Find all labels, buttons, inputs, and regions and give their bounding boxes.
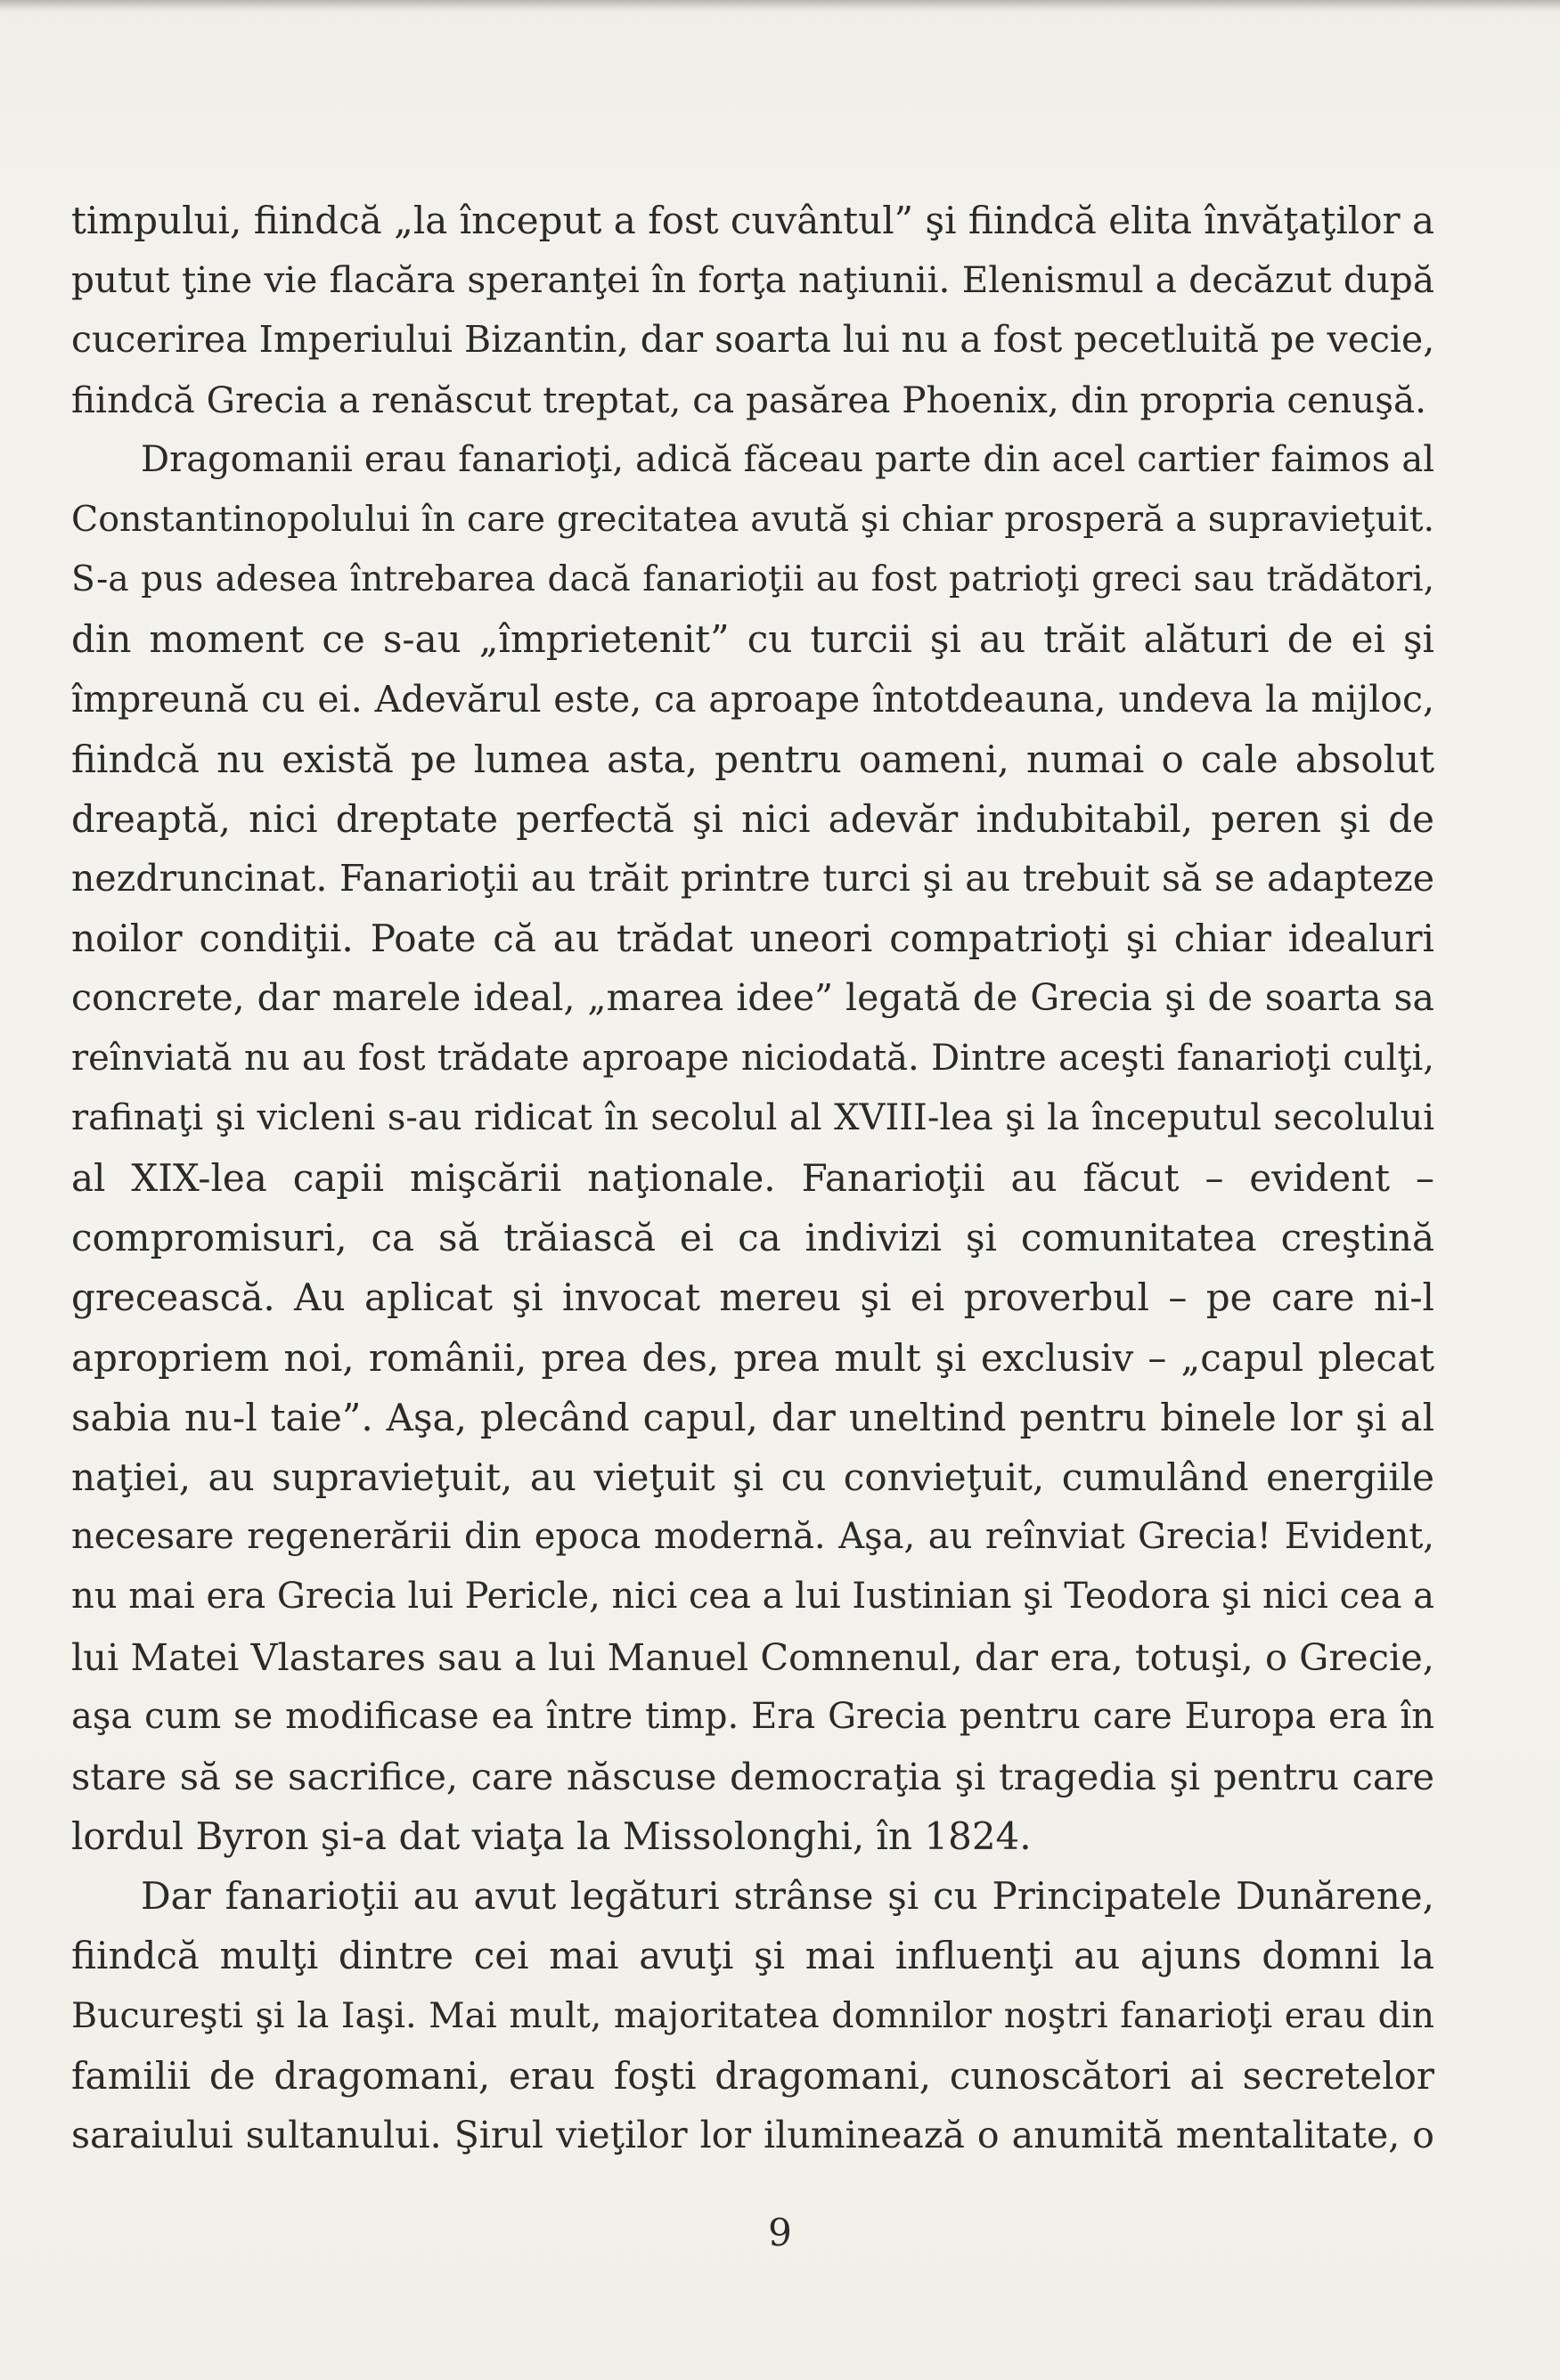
text-line: fiindcă mulţi dintre cei mai avuţi şi mai influenţi au ajuns domni la (71, 1934, 1434, 1978)
paragraph (71, 430, 1434, 1867)
text-line: lordul Byron şi-a dat viaţa la Missolonghi, în 1824. (71, 1814, 1032, 1859)
text-line: reînviată nu au fost trădate aproape niciodată. Dintre aceşti fanarioţi culţi, (71, 1037, 1434, 1079)
text-line: nu mai era Grecia lui Pericle, nici cea a lui Iustinian şi Teodora şi nici cea a (71, 1576, 1434, 1618)
text-line: naţiei, au supravieţuit, au vieţuit şi cu convieţuit, cumulând energiile (71, 1455, 1434, 1499)
text-line: grecească. Au aplicat şi invocat mereu şi ei proverbul – pe care ni-l (71, 1276, 1434, 1320)
text-line: saraiului sultanului. Şirul vieţilor lor iluminează o anumită mentalitate, o (71, 2114, 1434, 2156)
text-line: lui Matei Vlastares sau a lui Manuel Comnenul, dar era, totuşi, o Grecie, (71, 1634, 1434, 1679)
page-top-edge (0, 0, 1560, 12)
text-line: împreună cu ei. Adevărul este, ca aproape întotdeauna, undeva la mijloc, (71, 677, 1434, 721)
text-line: Dragomanii erau fanarioţi, adică făceau parte din acel cartier faimos al (141, 438, 1434, 480)
paragraph (71, 1866, 1434, 2165)
text-line: rafinaţi şi vicleni s-au ridicat în secolul al XVIII-lea şi la începutul secolului (71, 1096, 1434, 1138)
text-line: Constantinopolului în care grecitatea avută şi chiar prosperă a supravieţuit. (71, 498, 1434, 540)
paragraph (71, 191, 1434, 430)
page-number: 9 (768, 2211, 792, 2254)
text-line: fiindcă nu există pe lumea asta, pentru oameni, numai o cale absolut (71, 737, 1434, 781)
text-line: Bucureşti şi la Iaşi. Mai mult, majoritatea domnilor noştri fanarioţi erau din (71, 1994, 1434, 2036)
text-line: al XIX-lea capii mişcării naţionale. Fanarioţii au făcut – evident – (71, 1156, 1434, 1200)
text-line: stare să se sacrifice, care născuse democraţia şi tragedia şi pentru care (71, 1754, 1434, 1798)
body-text (71, 191, 1434, 2165)
text-line: sabia nu-l taie”. Aşa, plecând capul, dar uneltind pentru binele lor şi al (71, 1395, 1434, 1439)
text-line: cucerirea Imperiului Bizantin, dar soarta lui nu a fost pecetluită pe vecie, (71, 318, 1435, 362)
text-line: familii de dragomani, erau foşti dragomani, cunoscători ai secretelor (71, 2053, 1434, 2098)
text-line: nezdruncinat. Fanarioţii au trăit printre turci şi au trebuit să se adapteze (71, 857, 1434, 901)
text-line: fiindcă Grecia a renăscut treptat, ca pasărea Phoenix, din propria cenuşă. (71, 378, 1427, 421)
text-line: aşa cum se modificase ea între timp. Era Grecia pentru care Europa era în (71, 1695, 1434, 1737)
text-line: timpului, fiindcă „la început a fost cuvântul” şi fiindcă elita învăţaţilor a (71, 199, 1434, 242)
text-line: dreaptă, nici dreptate perfectă şi nici adevăr indubitabil, peren şi de (71, 796, 1434, 841)
text-line: compromisuri, ca să trăiască ei ca indivizi şi comunitatea creştină (71, 1216, 1434, 1260)
text-line: apropriem noi, românii, prea des, prea mult şi exclusiv – „capul plecat (71, 1335, 1434, 1380)
text-line: din moment ce s-au „împrietenit” cu turcii şi au trăit alături de ei şi (71, 617, 1434, 662)
text-line: necesare regenerării din epoca modernă. Aşa, au reînviat Grecia! Evident, (71, 1516, 1434, 1558)
text-line: Dar fanarioţii au avut legături strânse şi cu Principatele Dunărene, (141, 1874, 1434, 1919)
text-line: putut ţine vie flacăra speranţei în forţa naţiunii. Elenismul a decăzut după (71, 258, 1434, 302)
text-line: S-a pus adesea întrebarea dacă fanarioţii au fost patrioţi greci sau trădători, (71, 559, 1434, 600)
text-line: noilor condiţii. Poate că au trădat uneori compatrioţi şi chiar idealuri (71, 917, 1434, 961)
text-line: concrete, dar marele ideal, „marea idee” legată de Grecia şi de soarta sa (71, 976, 1434, 1020)
